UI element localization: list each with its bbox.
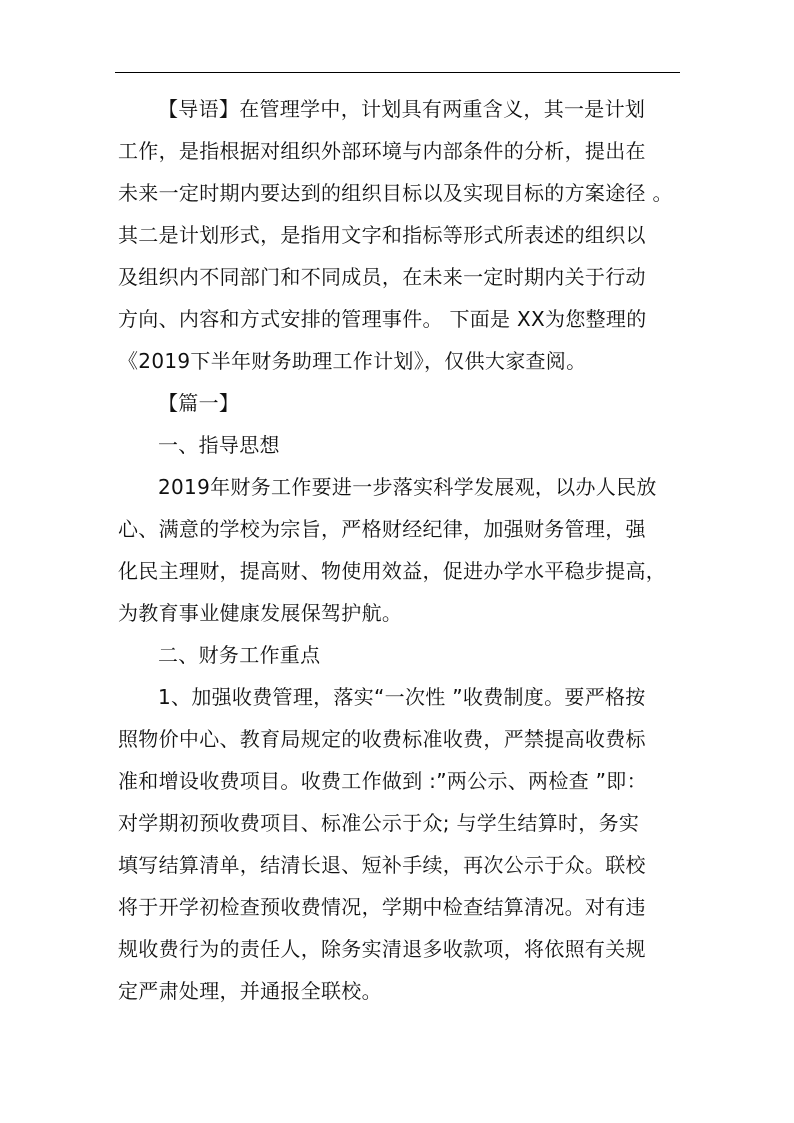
paragraph-line-6: 照物价中心、教育局规定的收费标准收费，严禁提高收费标	[118, 727, 646, 751]
paragraph-line-9: 填写结算清单，结清长退、短补手续，再次公示于众。联校	[118, 853, 646, 877]
paragraph-line-2: 心、满意的学校为宗旨，严格财经纪律，加强财务管理，强	[118, 517, 646, 541]
paragraph-line-7: 准和增设收费项目。收费工作做到 :”两公示、两检查 ”即：	[118, 769, 647, 793]
paragraph-line-4: 为教育事业健康发展保驾护航。	[118, 601, 403, 625]
header-rule	[115, 72, 680, 73]
paragraph-line-11: 规收费行为的责任人，除务实清退多收款项，将依照有关规	[118, 937, 646, 961]
intro-line-6: 方向、内容和方式安排的管理事件。 下面是 XX为您整理的	[118, 307, 647, 331]
intro-line-4: 其二是计划形式，是指用文字和指标等形式所表述的组织以	[118, 223, 646, 247]
paragraph-line-8: 对学期初预收费项目、标准公示于众; 与学生结算时，务实	[118, 811, 640, 835]
intro-line-7: 《2019下半年财务助理工作计划》，仅供大家查阅。	[118, 349, 587, 373]
paragraph-line-1: 2019年财务工作要进一步落实科学发展观，以办人民放	[158, 475, 657, 499]
paragraph-line-5: 1、加强收费管理，落实“一次性 ”收费制度。要严格按	[158, 685, 646, 709]
intro-line-2: 工作，是指根据对组织外部环境与内部条件的分析，提出在	[118, 139, 646, 163]
intro-line-1: 【导语】在管理学中，计划具有两重含义，其一是计划	[158, 97, 646, 121]
paragraph-line-12: 定严肃处理，并通报全联校。	[118, 979, 382, 1003]
subheading-work-focus: 二、财务工作重点	[158, 643, 321, 667]
paragraph-line-3: 化民主理财，提高财、物使用效益，促进办学水平稳步提高，	[118, 559, 667, 583]
section-heading-1: 【篇一】	[158, 391, 240, 415]
paragraph-line-10: 将于开学初检查预收费情况，学期中检查结算清况。对有违	[118, 895, 646, 919]
intro-line-5: 及组织内不同部门和不同成员，在未来一定时期内关于行动	[118, 265, 646, 289]
intro-line-3: 未来一定时期内要达到的组织目标以及实现目标的方案途径 。	[118, 181, 673, 205]
subheading-guiding-thought: 一、指导思想	[158, 433, 280, 457]
